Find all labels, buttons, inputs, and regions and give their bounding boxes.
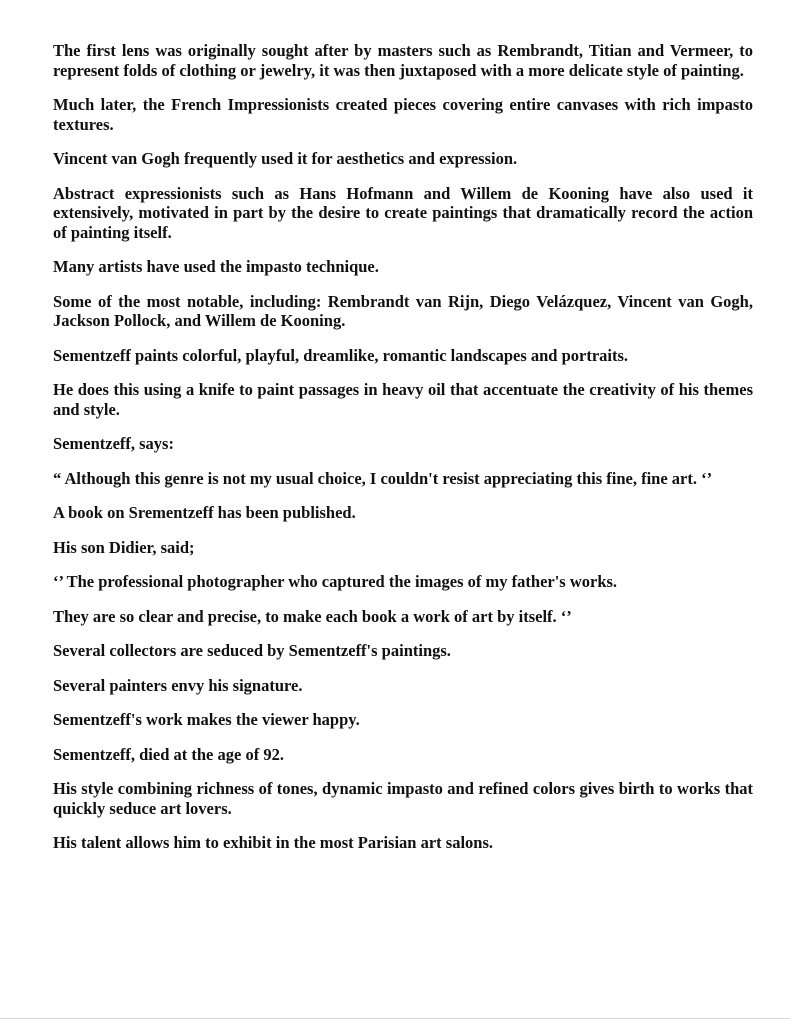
paragraph-8: He does this using a knife to paint passages in heavy oil that accentuate the creativity of his themes and style. <box>53 380 753 419</box>
paragraph-3: Vincent van Gogh frequently used it for aesthetics and expression. <box>53 149 518 168</box>
paragraph-18: Sementzeff, died at the age of 92. <box>53 744 284 764</box>
paragraph-7: Sementzeff paints colorful, playful, dreamlike, romantic landscapes and portraits. <box>53 345 629 365</box>
paragraph-5: Many artists have used the impasto technique. <box>53 257 379 276</box>
paragraph-12: His son Didier, said; <box>53 537 195 557</box>
paragraph-4: Abstract expressionists such as Hans Hofmann and Willem de Kooning have also used it extensively, motivated in part by the desire to create paintings that dramatically record the action of painting itself. <box>53 183 753 242</box>
paragraph-16: Several painters envy his signature. <box>53 675 303 695</box>
document-body <box>53 41 753 868</box>
paragraph-6: Some of the most notable, including: Rembrandt van Rijn, Diego Velázquez, Vincent van Gogh, Jackson Pollock, and Willem de Kooning. <box>53 291 753 330</box>
page-bottom-edge <box>0 1018 790 1019</box>
paragraph-19: His style combining richness of tones, dynamic impasto and refined colors gives birth to works that quickly seduce art lovers. <box>53 779 753 818</box>
paragraph-11: A book on Srementzeff has been published. <box>53 503 356 522</box>
paragraph-9: Sementzeff, says: <box>53 434 174 453</box>
paragraph-10: “ Although this genre is not my usual choice, I couldn't resist appreciating this fine, fine art. ‘’ <box>53 468 713 488</box>
paragraph-17: Sementzeff's work makes the viewer happy. <box>53 710 360 729</box>
paragraph-14: They are so clear and precise, to make each book a work of art by itself. ‘’ <box>53 606 572 626</box>
paragraph-20: His talent allows him to exhibit in the most Parisian art salons. <box>53 833 494 852</box>
paragraph-15: Several collectors are seduced by Sementzeff's paintings. <box>53 641 451 660</box>
paragraph-1: The first lens was originally sought after by masters such as Rembrandt, Titian and Vermeer, to represent folds of clothing or jewelry, it was then juxtaposed with a more delicate style of painting. <box>53 41 753 80</box>
paragraph-13: ‘’ The professional photographer who captured the images of my father's works. <box>53 572 618 591</box>
paragraph-2: Much later, the French Impressionists created pieces covering entire canvases with rich impasto textures. <box>53 95 753 134</box>
